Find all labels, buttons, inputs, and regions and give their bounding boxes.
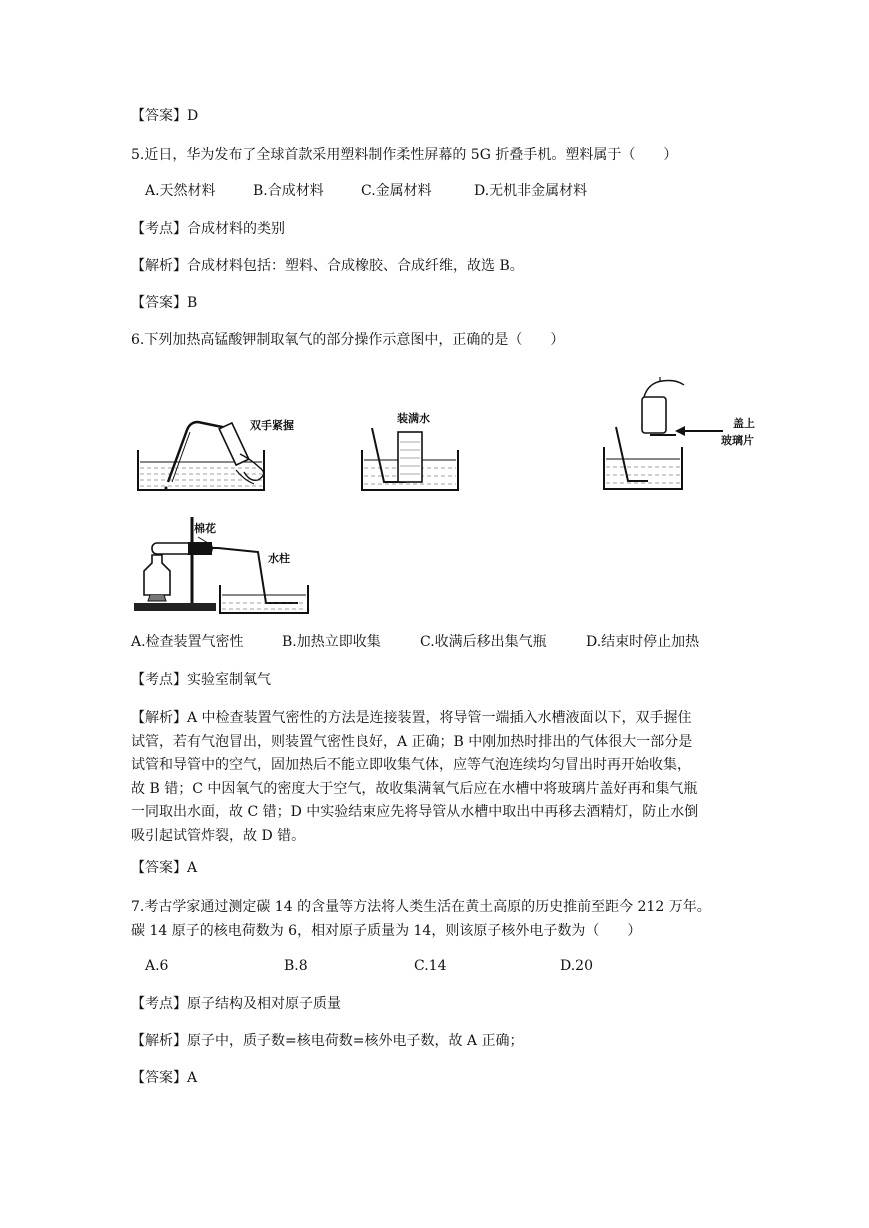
q7-option-a: A.6: [145, 958, 169, 974]
q5-point: 【考点】合成材料的类别: [131, 221, 285, 237]
figure-c-label-top: 盖上: [733, 417, 755, 430]
q5-option-a: A.天然材料: [145, 183, 216, 199]
q5-option-c: C.金属材料: [361, 183, 432, 199]
q6-option-a: A.检查装置气密性: [131, 634, 244, 650]
q5-analysis: 【解析】合成材料包括：塑料、合成橡胶、合成纤维，故选 B。: [131, 258, 524, 274]
q5-stem: 5.近日，华为发布了全球首款采用塑料制作柔性屏幕的 5G 折叠手机。塑料属于（ ）: [131, 147, 678, 163]
q7-stem: [131, 896, 741, 943]
q6-analysis: [131, 707, 741, 848]
figure-d-label-cotton: 棉花: [194, 522, 216, 535]
q7-stem-line: 碳 14 原子的核电荷数为 6，相对原子质量为 14，则该原子核外电子数为（ ）: [131, 922, 642, 939]
figure-c-label-bottom: 玻璃片: [721, 434, 754, 447]
q6-option-d: D.结束时停止加热: [586, 634, 700, 650]
q5-option-d: D.无机非金属材料: [474, 183, 588, 199]
q7-analysis: 【解析】原子中，质子数=核电荷数=核外电子数，故 A 正确；: [131, 1033, 524, 1049]
q6-analysis-line: 故 B 错；C 中因氧气的密度大于空气，故收集满氧气后应在水槽中将玻璃片盖好再和集气瓶: [131, 780, 698, 797]
q6-analysis-line: 一同取出水面，故 C 错；D 中实验结束应先将导管从水槽中取出中再移去酒精灯，防止水倒: [131, 804, 699, 820]
q7-stem-line: 7.考古学家通过测定碳 14 的含量等方法将人类生活在黄土高原的历史推前至距今 212 万年。: [131, 899, 711, 915]
figure-d-label-water: 水柱: [268, 552, 290, 565]
figure-c-arrow-icon: [675, 424, 725, 438]
q6-analysis-line: 【解析】A 中检查装置气密性的方法是连接装置，将导管一端插入水槽液面以下，双手握住: [131, 710, 692, 726]
figure-b-collection: [358, 424, 468, 496]
q6-option-b: B.加热立即收集: [282, 634, 381, 650]
figure-a-label: 双手紧握: [250, 419, 294, 432]
q6-point: 【考点】实验室制氧气: [131, 672, 271, 688]
q6-stem: 6.下列加热高锰酸钾制取氧气的部分操作示意图中，正确的是（ ）: [131, 332, 565, 348]
q7-option-d: D.20: [560, 958, 593, 974]
q7-option-b: B.8: [284, 958, 308, 974]
q6-analysis-line: 吸引起试管炸裂，故 D 错。: [131, 827, 306, 844]
q6-option-c: C.收满后移出集气瓶: [420, 634, 547, 650]
q6-answer: 【答案】A: [131, 860, 198, 876]
q4-answer: 【答案】D: [131, 108, 199, 124]
q5-answer: 【答案】B: [131, 295, 198, 311]
figure-b-label: 装满水: [397, 412, 430, 425]
q7-option-c: C.14: [414, 958, 447, 974]
q6-analysis-line: 试管和导管中的空气，固加热后不能立即收集气体，应等气泡连续均匀冒出时再开始收集，: [131, 757, 691, 773]
q7-point: 【考点】原子结构及相对原子质量: [131, 996, 341, 1012]
q7-answer: 【答案】A: [131, 1070, 198, 1086]
q6-analysis-line: 试管，若有气泡冒出，则装置气密性良好，A 正确；B 中刚加热时排出的气体很大一部分是: [131, 733, 693, 750]
q5-option-b: B.合成材料: [253, 183, 324, 199]
